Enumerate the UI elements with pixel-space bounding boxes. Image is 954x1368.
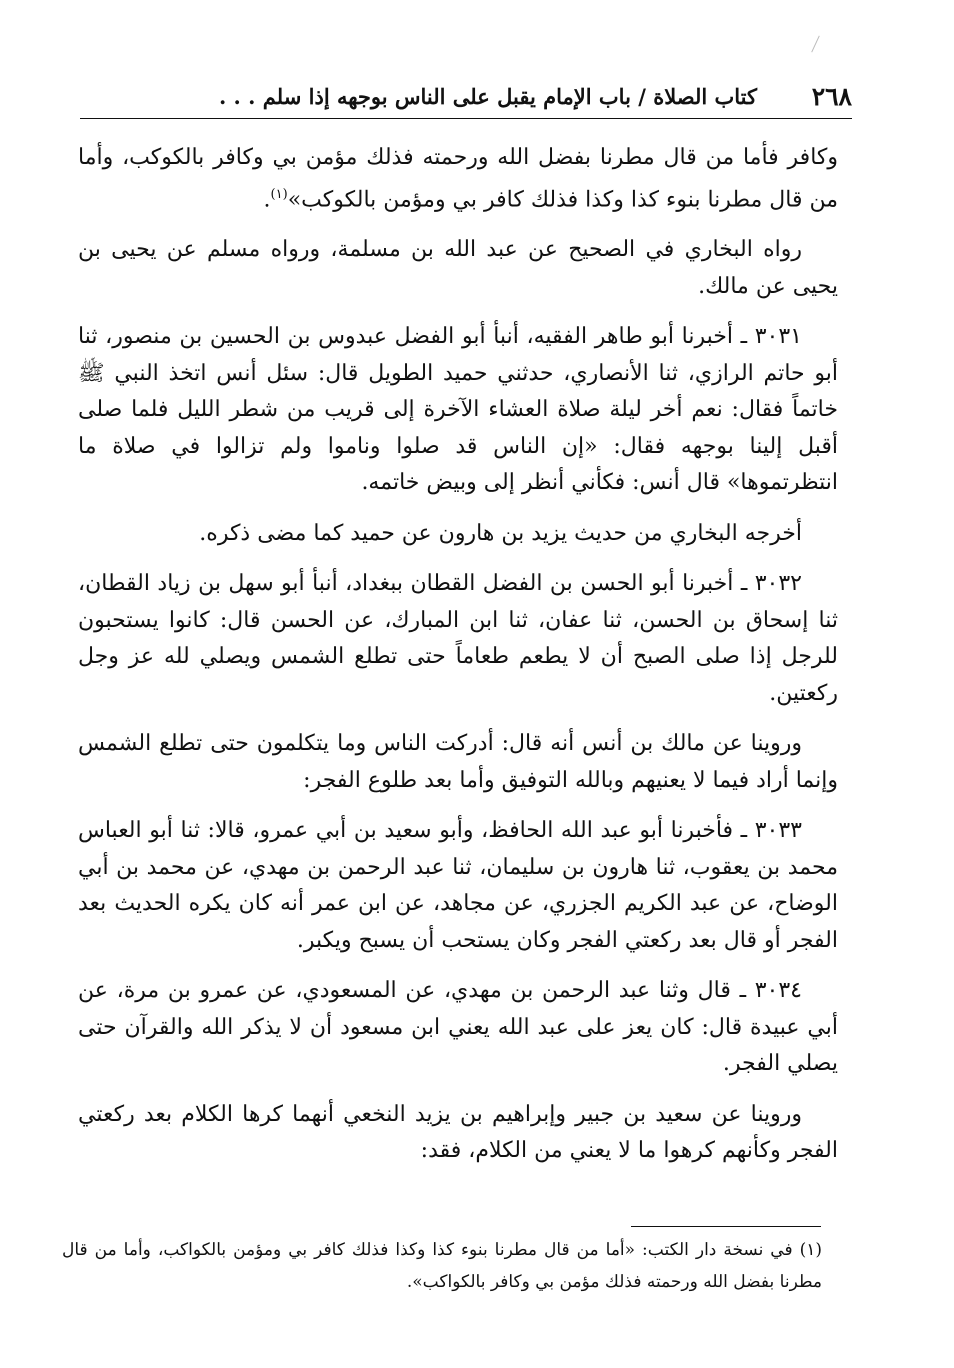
footnote: (١) في نسخة دار الكتب: «أما من قال مطرنا بنوء كذا وكذا فذلك كافر بي ومؤمن بالكواكب، وأما من قال مطرنا بفضل الله ورحمته فذلك مؤمن بي وكافر بالكواكب».: [62, 1240, 822, 1292]
paragraph-tail: .: [263, 186, 271, 212]
page-header: [80, 80, 852, 122]
main-text: [78, 140, 838, 1184]
header-rule: [80, 118, 852, 119]
paragraph: وروينا عن مالك بن أنس أنه قال: أدركت الناس وما يتكلمون حتى تطلع الشمس وإنما أراد فيما لا يعنيهم وبالله التوفيق وأما بعد طلوع الفجر:: [78, 731, 838, 793]
hadith-3034: ٣٠٣٤ ـ قال وثنا عبد الرحمن بن مهدي، عن المسعودي، عن عمرو بن مرة، عن أبي عبيدة قال: كان يعز على عبد الله يعني ابن مسعود أن لا يذكر الله والقرآن حتى يصلي الفجر.: [78, 978, 838, 1077]
paragraph: أخرجه البخاري من حديث يزيد بن هارون عن حميد كما مضى ذكره.: [199, 520, 802, 546]
running-title: كتاب الصلاة / باب الإمام يقبل على الناس بوجهه إذا سلم . . .: [218, 84, 757, 109]
paragraph: رواه البخاري في الصحيح عن عبد الله بن مسلمة، ورواه مسلم عن يحيى بن يحيى عن مالك.: [78, 237, 838, 299]
scan-mark: [811, 36, 820, 53]
footnote-rule: [631, 1226, 821, 1227]
paragraph: وروينا عن سعيد بن جبير وإبراهيم بن يزيد النخعي أنهما كرها الكلام بعد ركعتي الفجر وكأنهم كرهوا ما لا يعني من الكلام، فقد:: [78, 1101, 838, 1164]
paragraph: [78, 140, 838, 218]
hadith-3032: ٣٠٣٢ ـ أخبرنا أبو الحسن بن الفضل القطان ببغداد، أنبأ أبو سهل بن زياد القطان، ثنا إسحاق بن الحسن، ثنا عفان، ثنا ابن المبارك، عن الحسن قال: كانوا يستحبون للرجل إذا صلى الصبح أن لا يطعم طعاماً حتى تطلع الشمس ويصلي لله عز وجل ركعتين.: [78, 571, 838, 706]
hadith-3031: ٣٠٣١ ـ أخبرنا أبو طاهر الفقيه، أنبأ أبو الفضل عبدوس بن الحسين بن منصور، ثنا أبو حاتم الرازي، ثنا الأنصاري، حدثني حميد الطويل قال: سئل أنس اتخذ النبي ﷺ خاتماً فقال: نعم أخر ليلة صلاة العشاء الآخرة إلى قريب من شطر الليل فلما صلى أقبل إلينا بوجهه فقال: «إن الناس قد صلوا وناموا ولم تزالوا في صلاة ما انتظرتموها» قال أنس: فكأني أنظر إلى وبيض خاتمه.: [78, 324, 838, 496]
footnotes: [62, 1234, 822, 1298]
paragraph-text: وكافر فأما من قال مطرنا بفضل الله ورحمته فذلك مؤمن بي وكافر بالكوكب، وأما من قال مطرنا بنوء كذا وكذا فذلك كافر بي ومؤمن بالكوكب»: [78, 145, 838, 212]
footnote-ref: (١): [270, 186, 288, 202]
hadith-3033: ٣٠٣٣ ـ فأخبرنا أبو عبد الله الحافظ، وأبو سعيد بن أبي عمرو، قالا: ثنا أبو العباس محمد بن يعقوب، ثنا هارون بن سليمان، ثنا عبد الرحمن بن مهدي، عن محمد بن أبي الوضاح، عن عبد الكريم الجزري، عن مجاهد، عن ابن عمر أنه كان يكره الحديث بعد الفجر أو قال بعد ركعتي الفجر وكان يستحب أن يسبح ويكبر.: [78, 818, 838, 953]
page-number: ٢٦٨: [811, 82, 852, 111]
